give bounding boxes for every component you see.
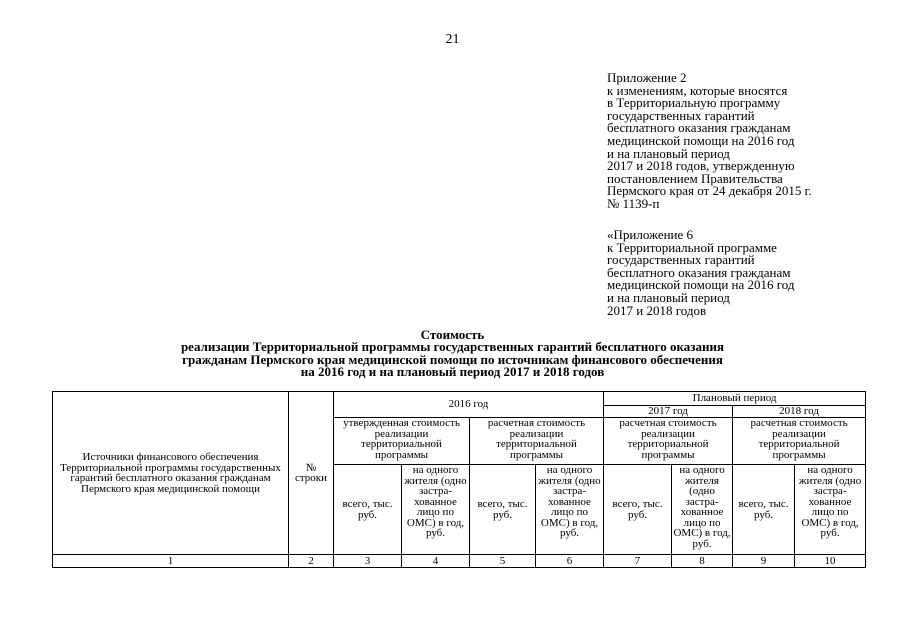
- appendix-2-line: и на плановый период: [607, 145, 730, 161]
- header-per-resident-2017: на одного жителя (одно застра-хованное лицо по ОМС) в год, руб.: [672, 465, 733, 555]
- header-total-2017: всего, тыс. руб.: [604, 465, 672, 555]
- document-title: [0, 329, 905, 378]
- column-number-row: [53, 555, 866, 568]
- appendix-2-line: медицинской помощи на 2016 год: [607, 132, 795, 148]
- appendix-6-line: государственных гарантий: [607, 252, 755, 268]
- appendix-6-line: «Приложение 6: [607, 227, 694, 242]
- appendix-2-line: Приложение 2: [607, 70, 687, 85]
- column-number-cell: 7: [604, 555, 672, 568]
- title-line: реализации Территориальной программы государственных гарантий бесплатного оказания: [180, 339, 725, 355]
- header-estimated-cost-2017: расчетная стоимость реализации территориальной программы: [604, 418, 733, 465]
- header-per-resident-2018: на одного жителя (одно застра-хованное лицо по ОМС) в год, руб.: [795, 465, 866, 555]
- title-line: Стоимость: [420, 327, 485, 342]
- cost-table: [52, 391, 866, 568]
- title-line: гражданам Пермского края медицинской помощи по источникам финансового обеспечения: [182, 351, 723, 367]
- appendix-2-line: бесплатного оказания гражданам: [607, 120, 791, 136]
- appendix-6-line: 2017 и 2018 годов: [607, 302, 707, 318]
- appendix-2-line: № 1139-п: [607, 195, 660, 211]
- header-year-2018: 2018 год: [733, 406, 866, 418]
- appendix-6-block: [607, 229, 795, 317]
- appendix-6-line: к Территориальной программе: [607, 239, 777, 255]
- header-estimated-cost-2018: расчетная стоимость реализации территориальной программы: [733, 418, 866, 465]
- appendix-2-line: государственных гарантий: [607, 107, 755, 123]
- header-estimated-cost-2016: расчетная стоимость реализации территориальной программы: [470, 418, 604, 465]
- column-number-cell: 9: [733, 555, 795, 568]
- appendix-2-line: Пермского края от 24 декабря 2015 г.: [607, 183, 812, 199]
- appendix-2-line: к изменениям, которые вносятся: [607, 82, 788, 98]
- page-number: 21: [445, 32, 460, 47]
- header-total-2016-approved: всего, тыс. руб.: [334, 465, 402, 555]
- header-planning-period: Плановый период: [604, 392, 866, 406]
- title-line: на 2016 год и на плановый период 2017 и 2018 годов: [300, 363, 605, 379]
- header-year-2017: 2017 год: [604, 406, 733, 418]
- header-total-2016-estimated: всего, тыс. руб.: [470, 465, 536, 555]
- appendix-6-line: и на плановый период: [607, 289, 730, 305]
- column-number-cell: 1: [53, 555, 289, 568]
- appendix-6-line: медицинской помощи на 2016 год: [607, 277, 795, 293]
- header-total-2018: всего, тыс. руб.: [733, 465, 795, 555]
- appendix-2-line: постановлением Правительства: [607, 170, 783, 186]
- column-number-cell: 8: [672, 555, 733, 568]
- column-number-cell: 6: [536, 555, 604, 568]
- column-number-cell: 10: [795, 555, 866, 568]
- appendix-6-line: бесплатного оказания гражданам: [607, 264, 791, 280]
- column-number-cell: 2: [289, 555, 334, 568]
- column-number-cell: 3: [334, 555, 402, 568]
- header-per-resident-2016-approved: на одного жителя (одно застра-хованное лицо по ОМС) в год, руб.: [402, 465, 470, 555]
- appendix-2-block: [607, 72, 812, 211]
- header-per-resident-2016-estimated: на одного жителя (одно застра-хованное лицо по ОМС) в год, руб.: [536, 465, 604, 555]
- header-year-2016: 2016 год: [334, 392, 604, 418]
- appendix-2-line: в Территориальную программу: [607, 95, 781, 111]
- header-sources: Источники финансового обеспечения Территориальной программы государственных гарантий бесплатного оказания гражданам Пермского края медицинской помощи: [53, 392, 289, 555]
- header-approved-cost-2016: утвержденная стоимость реализации территориальной программы: [334, 418, 470, 465]
- appendix-2-line: 2017 и 2018 годов, утвержденную: [607, 158, 795, 174]
- column-number-cell: 5: [470, 555, 536, 568]
- header-row-number: № строки: [289, 392, 334, 555]
- column-number-cell: 4: [402, 555, 470, 568]
